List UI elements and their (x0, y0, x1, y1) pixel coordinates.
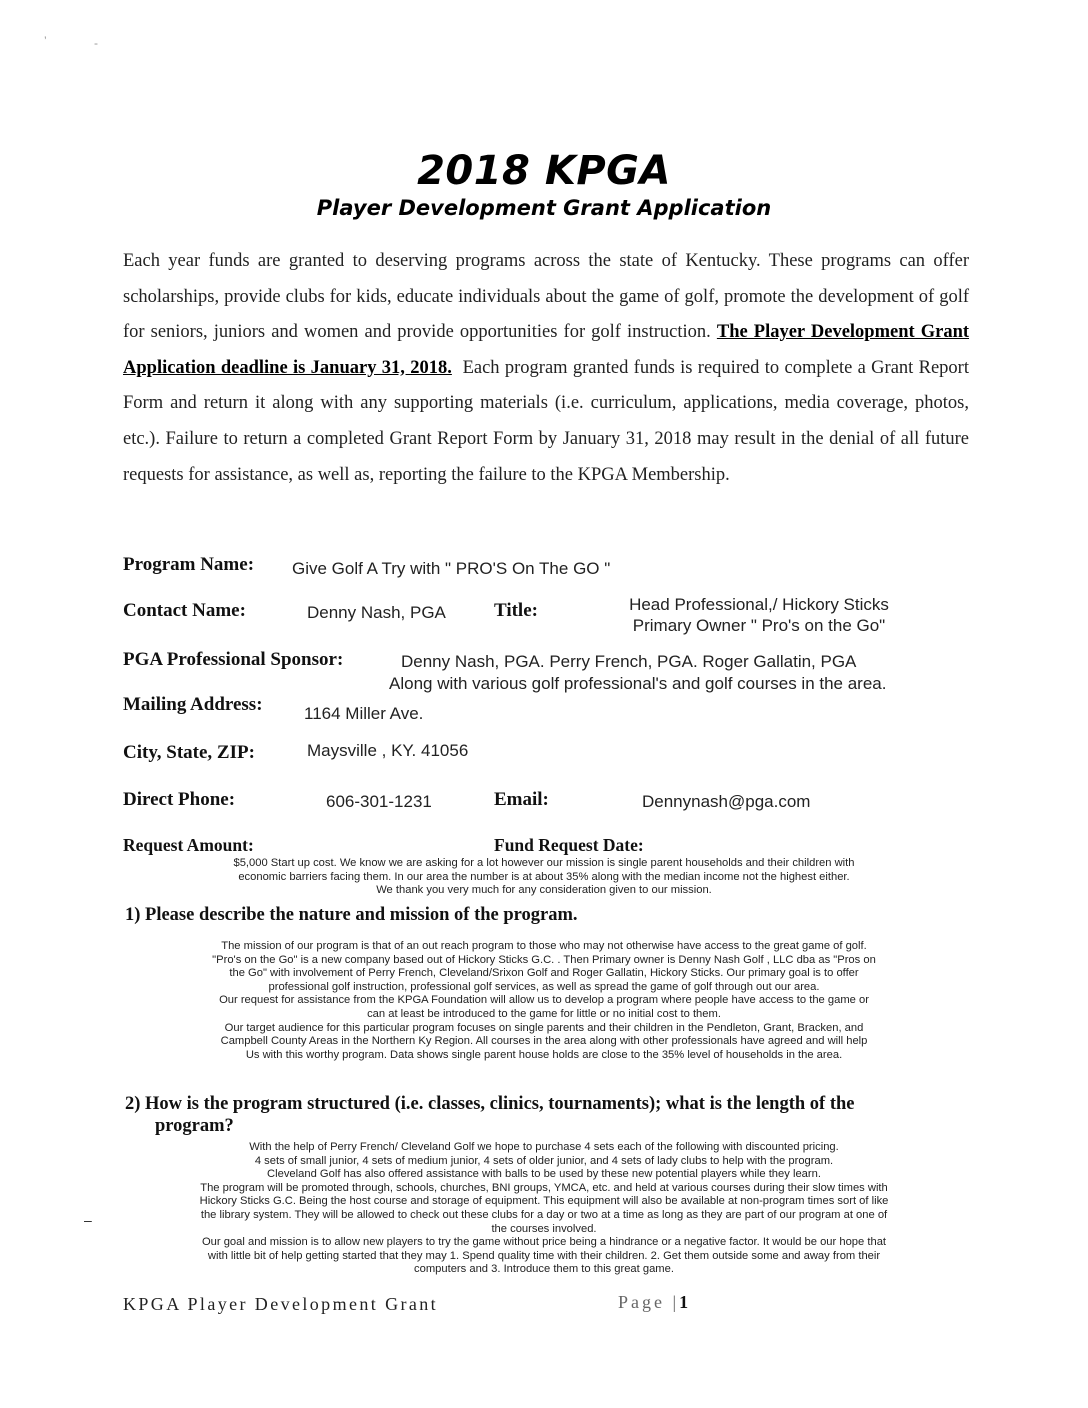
request-amount-label: Request Amount: (123, 835, 254, 855)
text-line: The program will be promoted through, schools, churches, BNI groups, YMCA, etc. and held at various courses during their slow times with (200, 1181, 888, 1194)
intro-text-continued: Each program granted funds is required to complete a Grant Report Form and return it along with any supporting materials (i.e. curriculum, applications, media coverage, photos, etc.). Failure to return a completed Grant Report Form by January 31, 2018 may result in the denial of all future requests for assistance, as well as, reporting the failure to the KPGA Membership. (123, 357, 969, 485)
margin-dash-mark: – (84, 1212, 92, 1228)
text-line: the library system. They will be allowed to check out these clubs for a day or two at a time as long as they are part of our program at one of (200, 1208, 888, 1221)
text-line: "Pro's on the Go" is a new company based out of Hickory Sticks G.C. . Then Primary owner is Denny Nash Golf , LLC dba as "Pros on (212, 953, 876, 966)
text-line: 4 sets of small junior, 4 sets of medium junior, 4 sets of older junior, and 4 sets of lady clubs to help with the program. (254, 1154, 834, 1167)
page-number-value: 1 (679, 1292, 692, 1312)
sponsor-line: Along with various golf professional's and golf courses in the area. (389, 674, 887, 693)
text-line: the Go" with involvement of Perry French, Cleveland/Srixon Golf and Roger Gallatin, Hickory Sticks. Our primary goal is to offer (229, 967, 859, 980)
text-line: The mission of our program is that of an out reach program to those who may not otherwise have access to the great game of golf. (221, 940, 867, 952)
sponsor-label: PGA Professional Sponsor: (123, 649, 344, 670)
text-line: Hickory Sticks G.C. Being the host course and storage of equipment. This equipment will also be available at non-program times sort of like (199, 1195, 889, 1208)
page-word: Page | (618, 1292, 680, 1312)
email-value: Dennynash@pga.com (642, 792, 811, 811)
footer-title: KPGA Player Development Grant (123, 1294, 439, 1314)
text-line: With the help of Perry French/ Cleveland Golf we hope to purchase 4 sets each of the following with discounted pricing. (249, 1141, 839, 1153)
title-line: Head Professional,/ Hickory Sticks (629, 595, 889, 614)
intro-paragraph (123, 244, 969, 493)
question-2-answer (108, 1141, 980, 1277)
mailing-address-value: 1164 Miller Ave. (304, 704, 424, 723)
intro-text: Each year funds are granted to deserving programs across the state of Kentucky. These programs can offer scholarships, provide clubs for kids, educate individuals about the game of golf, promote the development of golf for seniors, juniors and women and provide opportunities for golf instruction. (123, 251, 969, 343)
deadline-notice: The Player Development Grant Application deadline is January 31, 2018. (123, 322, 970, 378)
contact-name-label: Contact Name: (123, 600, 246, 621)
direct-phone-label: Direct Phone: (123, 789, 236, 810)
question-1-label: 1) Please describe the nature and mission of the program. (125, 905, 578, 925)
text-line: the courses involved. (491, 1222, 597, 1235)
text-line: We thank you very much for any consideration given to our mission. (376, 884, 712, 897)
question-2-label: 2) How is the program structured (i.e. classes, clinics, tournaments); what is the length of the (125, 1094, 855, 1114)
sponsor-line: Denny Nash, PGA. Perry French, PGA. Roger Gallatin, PGA (401, 652, 857, 671)
scan-speck: ’ (44, 34, 47, 48)
text-line: Campbell County Areas in the Northern Ky Region. All courses in the area along with other professionals have agreed and will help (220, 1035, 868, 1048)
document-subtitle: Player Development Grant Application (316, 196, 772, 220)
text-line: economic barriers facing them. In our area the number is at about 35% along with the median income not the highest either. (238, 870, 850, 883)
question-1-answer (108, 940, 980, 1062)
program-name-value: Give Golf A Try with " PRO'S On The GO " (292, 559, 611, 578)
mailing-address-label: Mailing Address: (123, 694, 263, 715)
title-line: Primary Owner " Pro's on the Go" (632, 616, 886, 635)
text-line: can at least be introduced to the game for little or no initial cost to them. (367, 1007, 721, 1020)
fund-request-date-label: Fund Request Date: (494, 835, 644, 855)
text-line: computers and 3. Introduce them to this great game. (414, 1263, 674, 1276)
text-line: Our goal and mission is to allow new players to try the game without price being a hindrance or a negative factor. It would be our hope that (201, 1236, 887, 1249)
request-amount-text (108, 857, 980, 898)
city-state-zip-label: City, State, ZIP: (123, 742, 255, 763)
text-line: Cleveland Golf has also offered assistance with balls to be used by these new potential players while they learn. (267, 1168, 821, 1181)
city-state-zip-value: Maysville , KY. 41056 (307, 741, 469, 760)
title-value (600, 594, 918, 636)
page-number (618, 1292, 691, 1313)
text-line: with little bit of help getting started that they may 1. Spend quality time with their children. 2. Get them outside some and away from their (207, 1249, 881, 1262)
text-line: Our target audience for this particular program focuses on single parents and their children in the Pendleton, Grant, Bracken, and (224, 1021, 864, 1034)
document-title: 2018 KPGA (417, 148, 671, 194)
title-label: Title: (494, 600, 538, 621)
direct-phone-value: 606-301-1231 (326, 792, 432, 811)
question-2-label-continued: program? (155, 1116, 234, 1136)
text-line: $5,000 Start up cost. We know we are asking for a lot however our mission is single parent households and their children with (233, 857, 855, 869)
scan-speck: - (94, 36, 98, 50)
text-line: Our request for assistance from the KPGA Foundation will allow us to develop a program where people have access to the game or (219, 994, 869, 1007)
text-line: professional golf instruction, professional golf services, as well as spread the game of golf through out our area. (268, 980, 820, 993)
text-line: Us with this worthy program. Data shows single parent house holds are close to the 35% level of households in the area. (245, 1048, 843, 1061)
contact-name-value: Denny Nash, PGA (307, 603, 446, 622)
email-label: Email: (494, 789, 549, 810)
program-name-label: Program Name: (123, 554, 255, 575)
